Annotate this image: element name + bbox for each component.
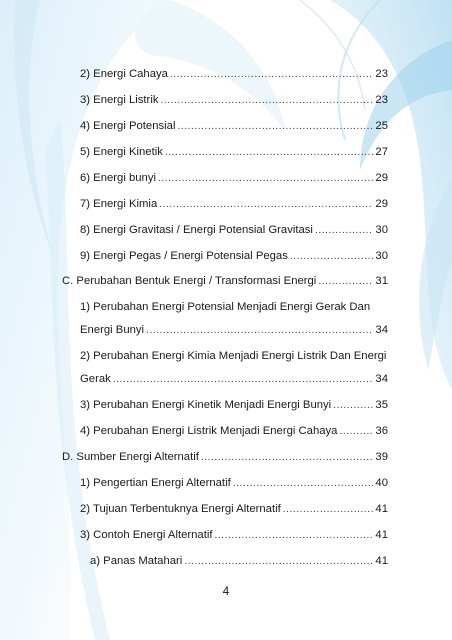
toc-entry[interactable] xyxy=(80,197,388,212)
toc-entry-page: 36 xyxy=(375,425,388,437)
toc-entry-page: 29 xyxy=(375,172,388,184)
toc-entry[interactable] xyxy=(80,476,388,491)
toc-entry[interactable] xyxy=(80,398,388,413)
toc-entry-title-line1[interactable]: 2) Perubahan Energi Kimia Menjadi Energi Listrik Dan Energi xyxy=(80,350,387,362)
toc-leader-dots xyxy=(160,94,373,108)
toc-entry-page: 35 xyxy=(375,399,388,411)
toc-entry[interactable] xyxy=(80,249,388,264)
toc-entry[interactable] xyxy=(80,372,388,387)
toc-entry-page: 34 xyxy=(375,324,388,336)
toc-entry-page: 27 xyxy=(375,146,388,158)
toc-leader-dots xyxy=(159,198,373,212)
toc-entry[interactable] xyxy=(80,528,388,543)
toc-entry-page: 41 xyxy=(375,555,388,567)
toc-entry-title: 6) Energi bunyi xyxy=(80,172,156,184)
toc-entry[interactable] xyxy=(80,323,388,338)
toc-leader-dots xyxy=(201,451,374,465)
toc-entry-page: 34 xyxy=(375,373,388,385)
toc-entry-title: 1) Pengertian Energi Alternatif xyxy=(80,477,231,489)
toc-leader-dots xyxy=(215,529,374,543)
toc-entry-title: 5) Energi Kinetik xyxy=(80,146,163,158)
toc-entry-title: 3) Energi Listrik xyxy=(80,94,159,106)
toc-entry-page: 29 xyxy=(375,198,388,210)
toc-entry[interactable] xyxy=(80,93,388,108)
toc-entry[interactable] xyxy=(80,502,388,517)
toc-entry[interactable] xyxy=(80,171,388,186)
toc-entry-title-line1[interactable]: 1) Perubahan Energi Potensial Menjadi Energi Gerak Dan xyxy=(80,301,371,313)
toc-entry-title: 8) Energi Gravitasi / Energi Potensial Gravitasi xyxy=(80,224,313,236)
toc-leader-dots xyxy=(315,224,373,238)
toc-entry-page: 23 xyxy=(375,94,388,106)
toc-leader-dots xyxy=(146,324,373,338)
toc-entry-title: 2) Tujuan Terbentuknya Energi Alternatif xyxy=(80,503,281,515)
toc-entry-page: 41 xyxy=(375,529,388,541)
toc-leader-dots xyxy=(283,503,374,517)
toc-section-entry[interactable] xyxy=(62,450,388,465)
toc-entry-title: Energi Bunyi xyxy=(80,324,145,336)
toc-entry[interactable] xyxy=(80,67,388,82)
toc-leader-dots xyxy=(333,399,373,413)
toc-leader-dots xyxy=(339,425,373,439)
toc-entry-page: 41 xyxy=(375,503,388,515)
toc-entry[interactable] xyxy=(90,554,388,569)
toc-entry[interactable] xyxy=(80,424,388,439)
toc-leader-dots xyxy=(290,250,374,264)
toc-leader-dots xyxy=(170,68,374,82)
toc-entry-title: D. Sumber Energi Alternatif xyxy=(62,451,199,463)
toc-entry[interactable] xyxy=(80,119,388,134)
toc-entry-page: 40 xyxy=(375,477,388,489)
toc-leader-dots xyxy=(158,172,373,186)
toc-entry-page: 31 xyxy=(375,275,388,287)
toc-entry-page: 39 xyxy=(375,451,388,463)
toc-entry[interactable] xyxy=(80,145,388,160)
toc-entry-page: 30 xyxy=(375,250,388,262)
toc-entry-title: C. Perubahan Bentuk Energi / Transformasi Energi xyxy=(62,275,317,287)
toc-leader-dots xyxy=(318,275,373,289)
toc-entry-title: 3) Contoh Energi Alternatif xyxy=(80,529,213,541)
toc-leader-dots xyxy=(177,120,373,134)
toc-entry-title: 4) Perubahan Energi Listrik Menjadi Energi Cahaya xyxy=(80,425,338,437)
toc-entry-title: 7) Energi Kimia xyxy=(80,198,158,210)
toc-leader-dots xyxy=(113,373,374,387)
page-number: 4 xyxy=(222,586,230,598)
toc-leader-dots xyxy=(184,555,373,569)
toc-entry-title: 4) Energi Potensial xyxy=(80,120,176,132)
toc-entry-title: 2) Energi Cahaya xyxy=(80,68,168,80)
toc-entry-page: 30 xyxy=(375,224,388,236)
toc-entry-title: 3) Perubahan Energi Kinetik Menjadi Energi Bunyi xyxy=(80,399,332,411)
toc-entry-title: a) Panas Matahari xyxy=(90,555,183,567)
toc-entry-page: 25 xyxy=(375,120,388,132)
toc-entry-page: 23 xyxy=(375,68,388,80)
toc-section-entry[interactable] xyxy=(62,274,388,289)
toc-leader-dots xyxy=(233,477,374,491)
toc-entry[interactable] xyxy=(80,223,388,238)
toc-leader-dots xyxy=(165,146,374,160)
toc-entry-title: 9) Energi Pegas / Energi Potensial Pegas xyxy=(80,250,288,262)
toc-entry-title: Gerak xyxy=(80,373,111,385)
